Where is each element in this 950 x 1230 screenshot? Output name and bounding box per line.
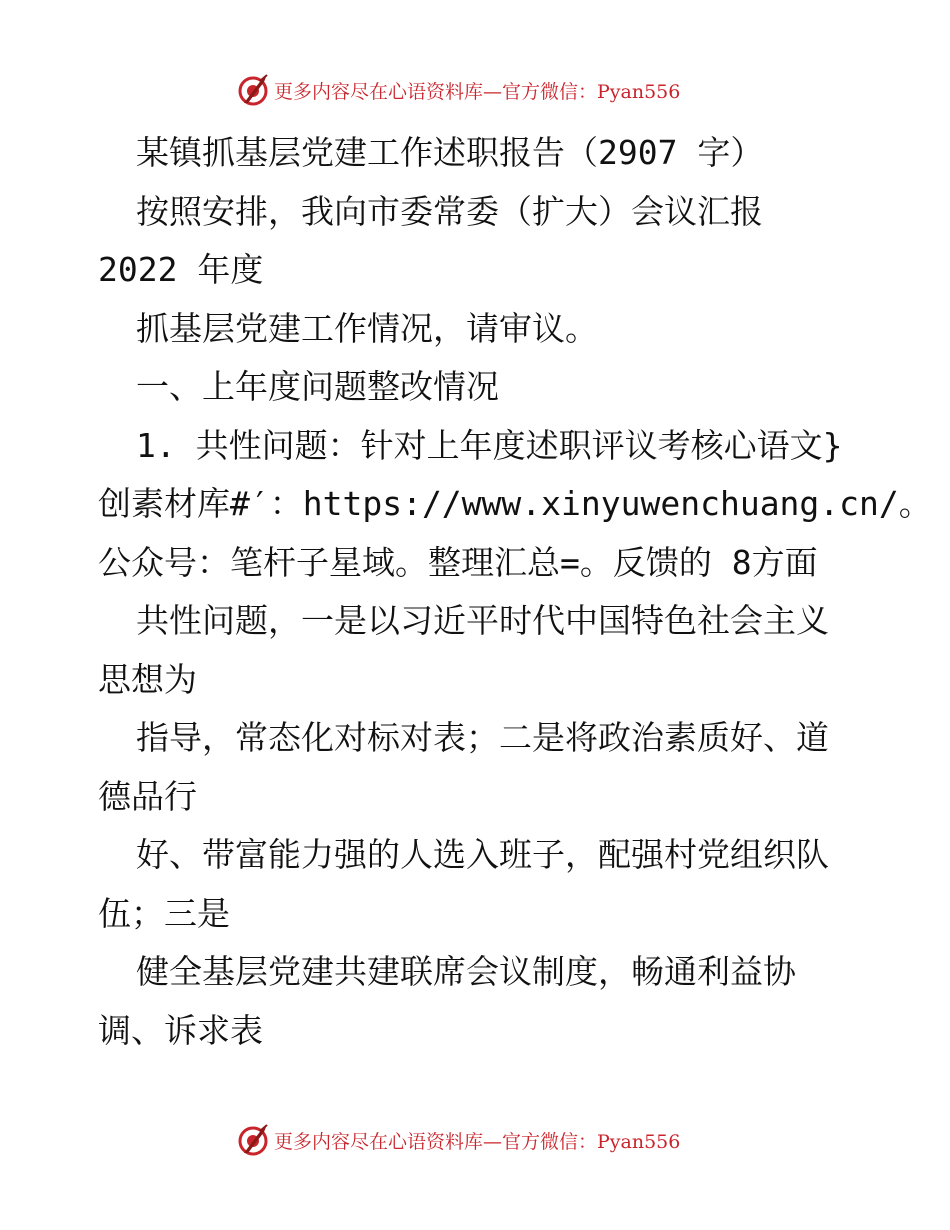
document-body (98, 124, 932, 1060)
doc-line: 好、带富能力强的人选入班子，配强村党组织队 (136, 835, 829, 874)
doc-line: 1. 共性问题：针对上年度述职评议考核心语文} (136, 425, 843, 465)
doc-line: 德品行 (98, 776, 197, 816)
quill-logo-icon (236, 1123, 270, 1157)
doc-line: 创素材库#′：https://www.xinyuwenchuang.cn/。 (98, 484, 932, 523)
doc-line: 某镇抓基层党建工作述职报告（2907 字） (136, 133, 764, 172)
doc-line: 指导，常态化对标对表；二是将政治素质好、道 (136, 718, 829, 757)
doc-line: 伍；三是 (98, 893, 230, 933)
quill-logo-icon (236, 73, 270, 107)
doc-line: 按照安排，我向市委常委（扩大）会议汇报 (136, 191, 763, 231)
doc-line: 2022 年度 (98, 250, 264, 289)
doc-line: 抓基层党建工作情况，请审议。 (136, 308, 598, 348)
doc-line: 公众号：笔杆子星域。整理汇总=。反馈的 8方面 (98, 542, 818, 582)
footer-watermark-banner (236, 1122, 680, 1158)
doc-line: 思想为 (98, 659, 197, 699)
doc-line: 调、诉求表 (98, 1010, 263, 1050)
doc-line: 一、上年度问题整改情况 (136, 367, 499, 406)
footer-banner-text: 更多内容尽在心语资料库—官方微信：Pyan556 (274, 1130, 681, 1153)
doc-line: 共性问题，一是以习近平时代中国特色社会主义 (136, 601, 829, 640)
header-banner-text: 更多内容尽在心语资料库—官方微信：Pyan556 (274, 80, 681, 103)
doc-line: 健全基层党建共建联席会议制度，畅通利益协 (136, 952, 796, 991)
header-watermark-banner (236, 72, 680, 108)
